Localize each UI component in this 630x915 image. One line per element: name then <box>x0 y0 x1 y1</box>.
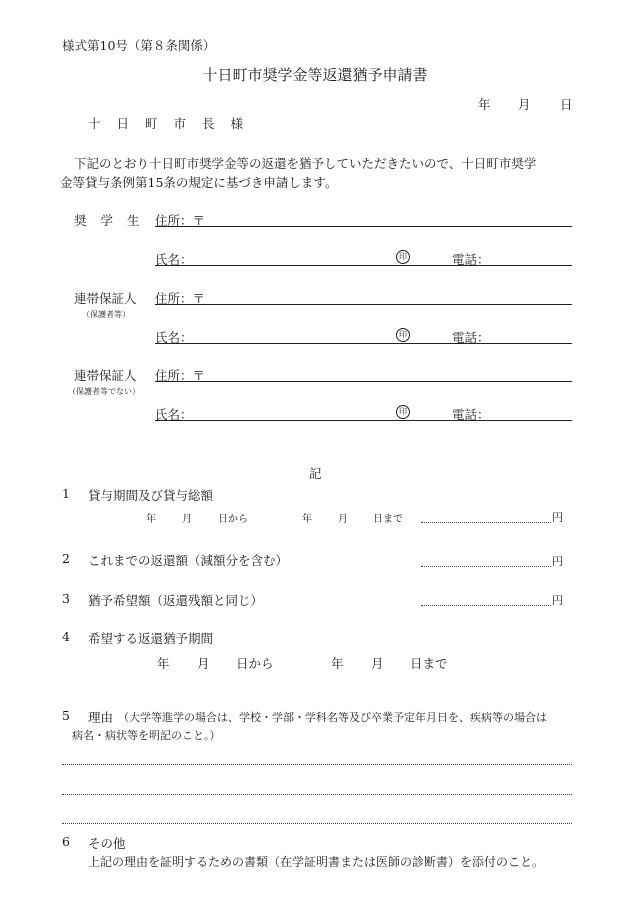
item6-text: 上記の理由を証明するための書類（在学証明書または医師の診断書）を添付のこと。 <box>88 855 545 869</box>
item5-note1: （大学等進学の場合は、学校・学部・学科名等及び卒業予定年月日を、疾病等の場合は <box>118 711 547 724</box>
item4-month2: 月 <box>371 656 384 671</box>
date-day: 日 <box>560 97 573 112</box>
student-name-line[interactable] <box>155 265 572 266</box>
item4-month1: 月 <box>197 656 210 671</box>
item1-month1: 月 <box>182 514 192 525</box>
item2-number: 2 <box>62 551 70 566</box>
item2-label: これまでの返還額（減額分を含む） <box>88 553 289 568</box>
guarantor1-address-line[interactable] <box>155 304 572 305</box>
applicant-role-guarantor2: 連帯保証人 <box>74 368 137 383</box>
item4-year2: 年 <box>331 656 344 671</box>
item5-note2: 病名・病状等を明記のこと。） <box>72 729 221 742</box>
item1-label: 貸与期間及び貸与総額 <box>88 488 214 503</box>
item1-to: 日まで <box>373 514 403 525</box>
page-title: 十日町市奨学金等返還猶予申請書 <box>202 66 428 84</box>
item4-to: 日まで <box>410 656 448 671</box>
reason-line-1[interactable] <box>62 764 572 765</box>
item6-label: その他 <box>88 836 126 851</box>
item1-number: 1 <box>62 486 70 501</box>
item4-label: 希望する返還猶予期間 <box>88 631 214 646</box>
item2-yen: 円 <box>552 555 563 568</box>
item3-yen: 円 <box>552 594 563 607</box>
form-number: 様式第10号（第８条関係） <box>62 38 216 53</box>
item5-number: 5 <box>62 708 70 723</box>
item1-from: 日から <box>218 514 248 525</box>
date-year: 年 <box>478 97 491 112</box>
student-address-line[interactable] <box>155 226 572 227</box>
guarantor2-address-label: 住所：〒 <box>155 368 206 383</box>
intro-line1: 下記のとおり十日町市奨学金等の返還を猶予していただきたいので、十日町市奨学 <box>74 156 537 171</box>
guarantor1-address-label: 住所：〒 <box>155 291 206 306</box>
item3-amount-line[interactable] <box>421 605 551 606</box>
item1-yen: 円 <box>552 511 563 524</box>
guarantor1-seal: 印 <box>396 328 410 342</box>
applicant-role-guarantor1: 連帯保証人 <box>74 291 137 306</box>
item3-label: 猶予希望額（返還残額と同じ） <box>88 593 264 608</box>
item2-amount-line[interactable] <box>421 566 551 567</box>
item1-year2: 年 <box>302 514 312 525</box>
applicant-role-student: 奨学生 <box>74 213 154 228</box>
guarantor2-seal: 印 <box>396 405 410 419</box>
item5-label: 理由 <box>88 710 114 725</box>
guarantor2-note: （保護者等でない） <box>68 387 140 396</box>
item4-year1: 年 <box>157 656 170 671</box>
guarantor1-name-line[interactable] <box>155 343 572 344</box>
item4-number: 4 <box>62 629 70 644</box>
student-phone-label: 電話： <box>452 252 490 267</box>
item3-number: 3 <box>62 591 70 606</box>
guarantor1-note: （保護者等） <box>82 310 130 319</box>
item1-year1: 年 <box>146 514 156 525</box>
intro-line2: 金等貸与条例第15条の規定に基づき申請します。 <box>60 175 338 190</box>
date-month: 月 <box>518 97 531 112</box>
guarantor2-phone-label: 電話： <box>452 407 490 422</box>
student-name-label: 氏名： <box>155 252 193 267</box>
guarantor2-name-line[interactable] <box>155 420 572 421</box>
item4-from: 日から <box>236 656 274 671</box>
item1-month2: 月 <box>338 514 348 525</box>
reason-line-3[interactable] <box>62 823 572 824</box>
guarantor2-address-line[interactable] <box>155 381 572 382</box>
guarantor2-name-label: 氏名： <box>155 407 193 422</box>
addressee: 十日町市長様 <box>88 116 260 131</box>
item6-number: 6 <box>62 834 70 849</box>
student-seal: 印 <box>396 250 410 264</box>
guarantor1-phone-label: 電話： <box>452 330 490 345</box>
ki-heading: 記 <box>309 466 322 481</box>
reason-line-2[interactable] <box>62 794 572 795</box>
guarantor1-name-label: 氏名： <box>155 330 193 345</box>
student-address-label: 住所：〒 <box>155 213 206 228</box>
item1-amount-line[interactable] <box>421 522 551 523</box>
